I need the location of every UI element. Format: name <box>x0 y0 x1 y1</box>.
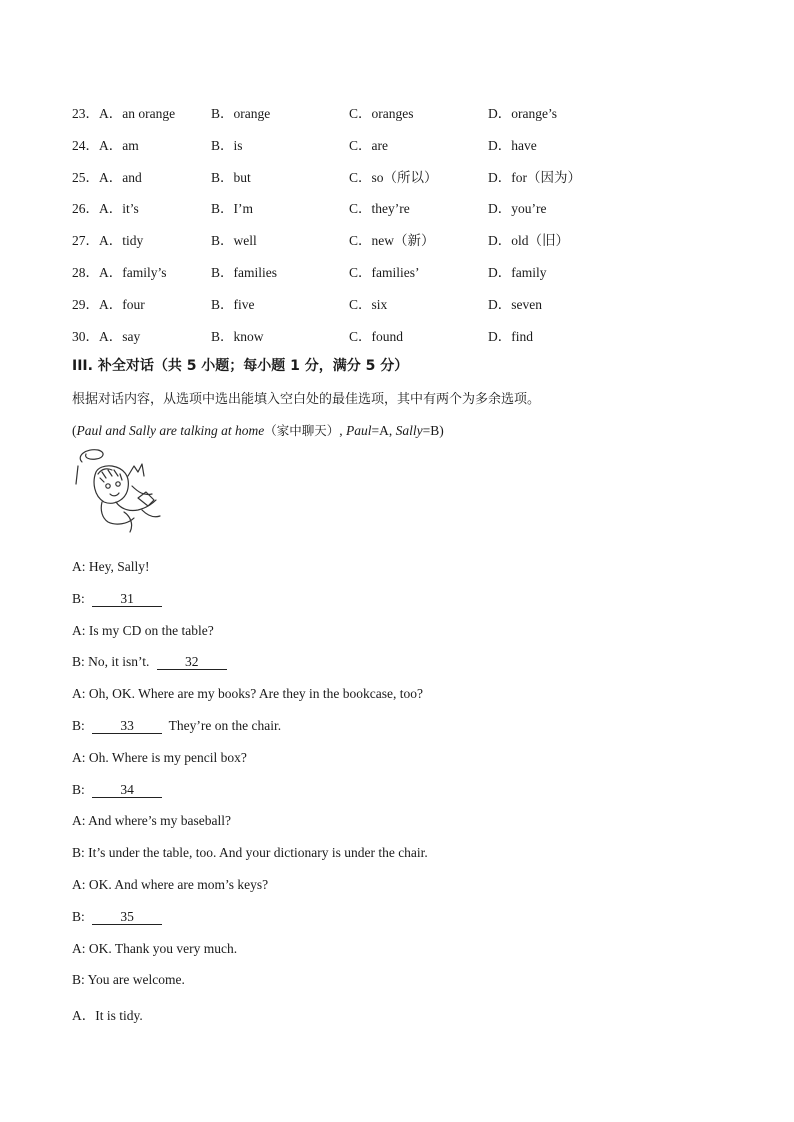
dialogue-line: B: You are welcome. <box>72 972 185 988</box>
option-a: 23．A．an orange <box>72 106 176 121</box>
option-c: C．six <box>349 296 388 312</box>
option-d: D．have <box>488 137 537 153</box>
option-a: 24．A．am <box>72 137 139 153</box>
answer-option-a: A．It is tidy. <box>72 1008 143 1023</box>
dialogue-line: B: It’s under the table, too. And your dictionary is under the chair. <box>72 845 428 861</box>
option-b: B．is <box>211 137 243 153</box>
cartoon-boy-illustration <box>72 446 164 538</box>
dialogue-line: A: Oh, OK. Where are my books? Are they in the bookcase, too? <box>72 686 424 702</box>
option-c: C．so（所以） <box>349 169 438 185</box>
question-row <box>72 100 692 132</box>
option-a: 28．A．family’s <box>72 264 167 280</box>
option-a: 27．A．tidy <box>72 233 144 249</box>
dialogue <box>72 559 722 1004</box>
question-row <box>72 132 692 164</box>
option-c: C．found <box>349 328 403 344</box>
dialogue-line: B: 33 They’re on the chair. <box>72 717 282 733</box>
dialogue-line: B: 35 <box>72 909 722 941</box>
option-a: 29．A．four <box>72 296 145 312</box>
question-row <box>72 291 692 323</box>
option-b: B．but <box>211 169 251 185</box>
option-b: B．five <box>211 296 255 312</box>
dialogue-line: B: 34 <box>72 782 722 814</box>
answer-blank[interactable]: 33 <box>92 719 162 734</box>
dialogue-line: A: OK. And where are mom’s keys? <box>72 876 269 892</box>
dialogue-line: A: Oh. Where is my pencil box? <box>72 749 247 765</box>
answer-blank[interactable]: 34 <box>92 783 162 798</box>
option-a: 25．A．and <box>72 169 142 185</box>
section-instruction: 根据对话内容，从选项中选出能填入空白处的最佳选项，其中有两个为多余选项。 <box>72 392 541 407</box>
option-d: D．you’re <box>488 201 547 217</box>
dialogue-line: A: Is my CD on the table? <box>72 622 214 638</box>
question-row <box>72 195 692 227</box>
dialogue-line: A: Hey, Sally! <box>72 559 150 574</box>
choice-list <box>72 100 692 354</box>
option-c: C．oranges <box>349 106 414 121</box>
scene-description: (Paul and Sally are talking at home（家中聊天）, Paul=A, Sally=B) <box>72 423 444 438</box>
option-d: D．find <box>488 328 533 344</box>
answer-blank[interactable]: 31 <box>92 592 162 607</box>
question-row <box>72 164 692 196</box>
option-b: B．know <box>211 328 264 344</box>
dialogue-line: A: And where’s my baseball? <box>72 813 231 829</box>
option-c: C．families’ <box>349 264 420 280</box>
option-d: D．seven <box>488 296 542 312</box>
section-title: III. 补全对话（共 5 小题；每小题 1 分，满分 5 分） <box>72 358 409 374</box>
question-row <box>72 259 692 291</box>
option-d: D．for（因为） <box>488 169 581 185</box>
dialogue-line: B: No, it isn’t. 32 <box>72 654 722 686</box>
dialogue-line: A: OK. Thank you very much. <box>72 940 238 956</box>
option-c: C．new（新） <box>349 233 435 249</box>
option-b: B．I’m <box>211 201 253 217</box>
option-a: 30．A．say <box>72 328 141 344</box>
option-c: C．they’re <box>349 201 410 217</box>
answer-blank[interactable]: 32 <box>157 655 227 670</box>
option-c: C．are <box>349 137 388 153</box>
option-a: 26．A．it’s <box>72 201 139 217</box>
question-row <box>72 227 692 259</box>
dialogue-line: B: 31 <box>72 591 722 623</box>
option-d: D．orange’s <box>488 106 557 121</box>
option-b: B．well <box>211 233 257 249</box>
option-d: D．old（旧） <box>488 233 569 249</box>
question-row <box>72 323 692 355</box>
option-d: D．family <box>488 264 547 280</box>
answer-blank[interactable]: 35 <box>92 910 162 925</box>
option-b: B．orange <box>211 106 271 121</box>
option-b: B．families <box>211 264 277 280</box>
